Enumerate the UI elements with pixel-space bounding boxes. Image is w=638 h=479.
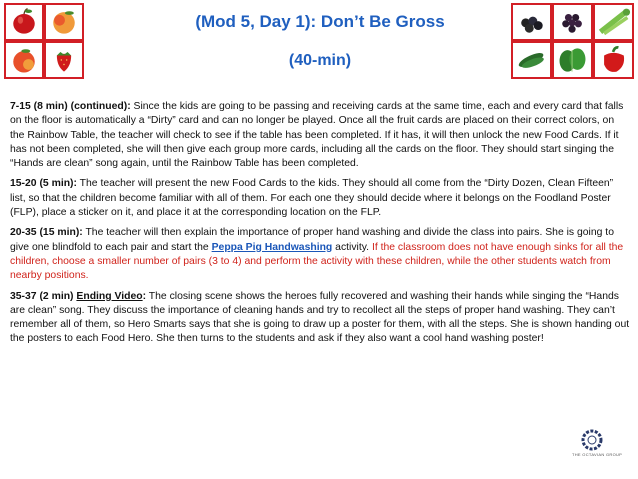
section-text: activity.: [332, 241, 372, 253]
section-text: The teacher will present the new Food Cards to the kids. They should all come from the “Dirty Dozen, Clean Fifteen” list, so that the children become familiar with all of them. For each one they should decide where it belongs on the Foodland Poster (FLP), place a sticker on it, and place it at the corresponding location on the FLP.: [10, 178, 614, 219]
strawberry-icon: [44, 41, 84, 79]
section-15-20: [10, 177, 630, 220]
section-time-label: 15-20 (5 min):: [10, 178, 77, 190]
peach-icon: [4, 41, 44, 79]
fruit-image-grid: [4, 3, 84, 79]
section-text: Since the kids are going to be passing and receiving cards at the same time, each and every card that falls on the floor is automatically a “Dirty” card and can no longer be played. Once all the fruit cards are placed on their correct colors, on the Rainbow Table, the teacher will check to see if the table has been completed. If it has, it will then unlock the new Food Cards. If it has not been completed, she will then give each group more cards, including all the cards on the floor. They should start singing the “Hands are clean” song again, until the Rainbow Table has been completed.: [10, 101, 624, 170]
section-20-35: [10, 226, 630, 283]
section-time-label: 7-15 (8 min) (continued):: [10, 101, 131, 112]
cucumber-icon: [511, 41, 552, 79]
red-pepper-icon: [593, 41, 634, 79]
logo-text: THE OCTAVIAN GROUP: [572, 452, 623, 457]
colon: :: [142, 290, 147, 302]
sink-note-text: If the classroom does not have enough sinks for all the children, choose a smaller number of pairs (3 to 4) and perform the activity with these children, while the other students watch from nearby positions.: [10, 241, 624, 282]
peach-icon: [44, 3, 84, 41]
page-title: (Mod 5, Day 1): Don’t Be Gross: [195, 12, 445, 31]
peppa-pig-handwashing-link[interactable]: Peppa Pig Handwashing: [211, 241, 333, 253]
section-35-37: [10, 290, 630, 347]
blackberry-icon: [511, 3, 552, 41]
celery-icon: [593, 3, 634, 41]
lesson-plan-body: [10, 100, 630, 353]
ring-logo-icon: [580, 428, 604, 452]
ending-video-link[interactable]: Ending Video: [76, 290, 143, 302]
section-text: The teacher will then explain the importance of proper hand washing and divide the class into pairs. She is going to give one blindfold to each pair and start the: [10, 227, 614, 253]
company-logo: [572, 428, 623, 457]
apple-icon: [4, 3, 44, 41]
section-7-15: [10, 100, 630, 171]
section-time-label: 35-37 (2 min): [10, 290, 74, 302]
spinach-icon: [552, 41, 593, 79]
grapes-icon: [552, 3, 593, 41]
section-time-label: 20-35 (15 min):: [10, 227, 83, 239]
duration-subtitle: (40-min): [288, 52, 352, 69]
vegetable-image-grid: [511, 3, 634, 79]
section-text: The closing scene shows the heroes fully recovered and washing their hands while singing the “Hands are clean” song. They discuss the importance of cleaning hands and try to recollect all the steps of proper hand washing. They can’t remember all of them, so Hero Smarts says that she is going to draw up a poster for them, with all the steps. She is shown handing out the posters to each Food Hero. She then turns to the students and ask if they also want a cool hand washing poster!: [10, 290, 630, 345]
